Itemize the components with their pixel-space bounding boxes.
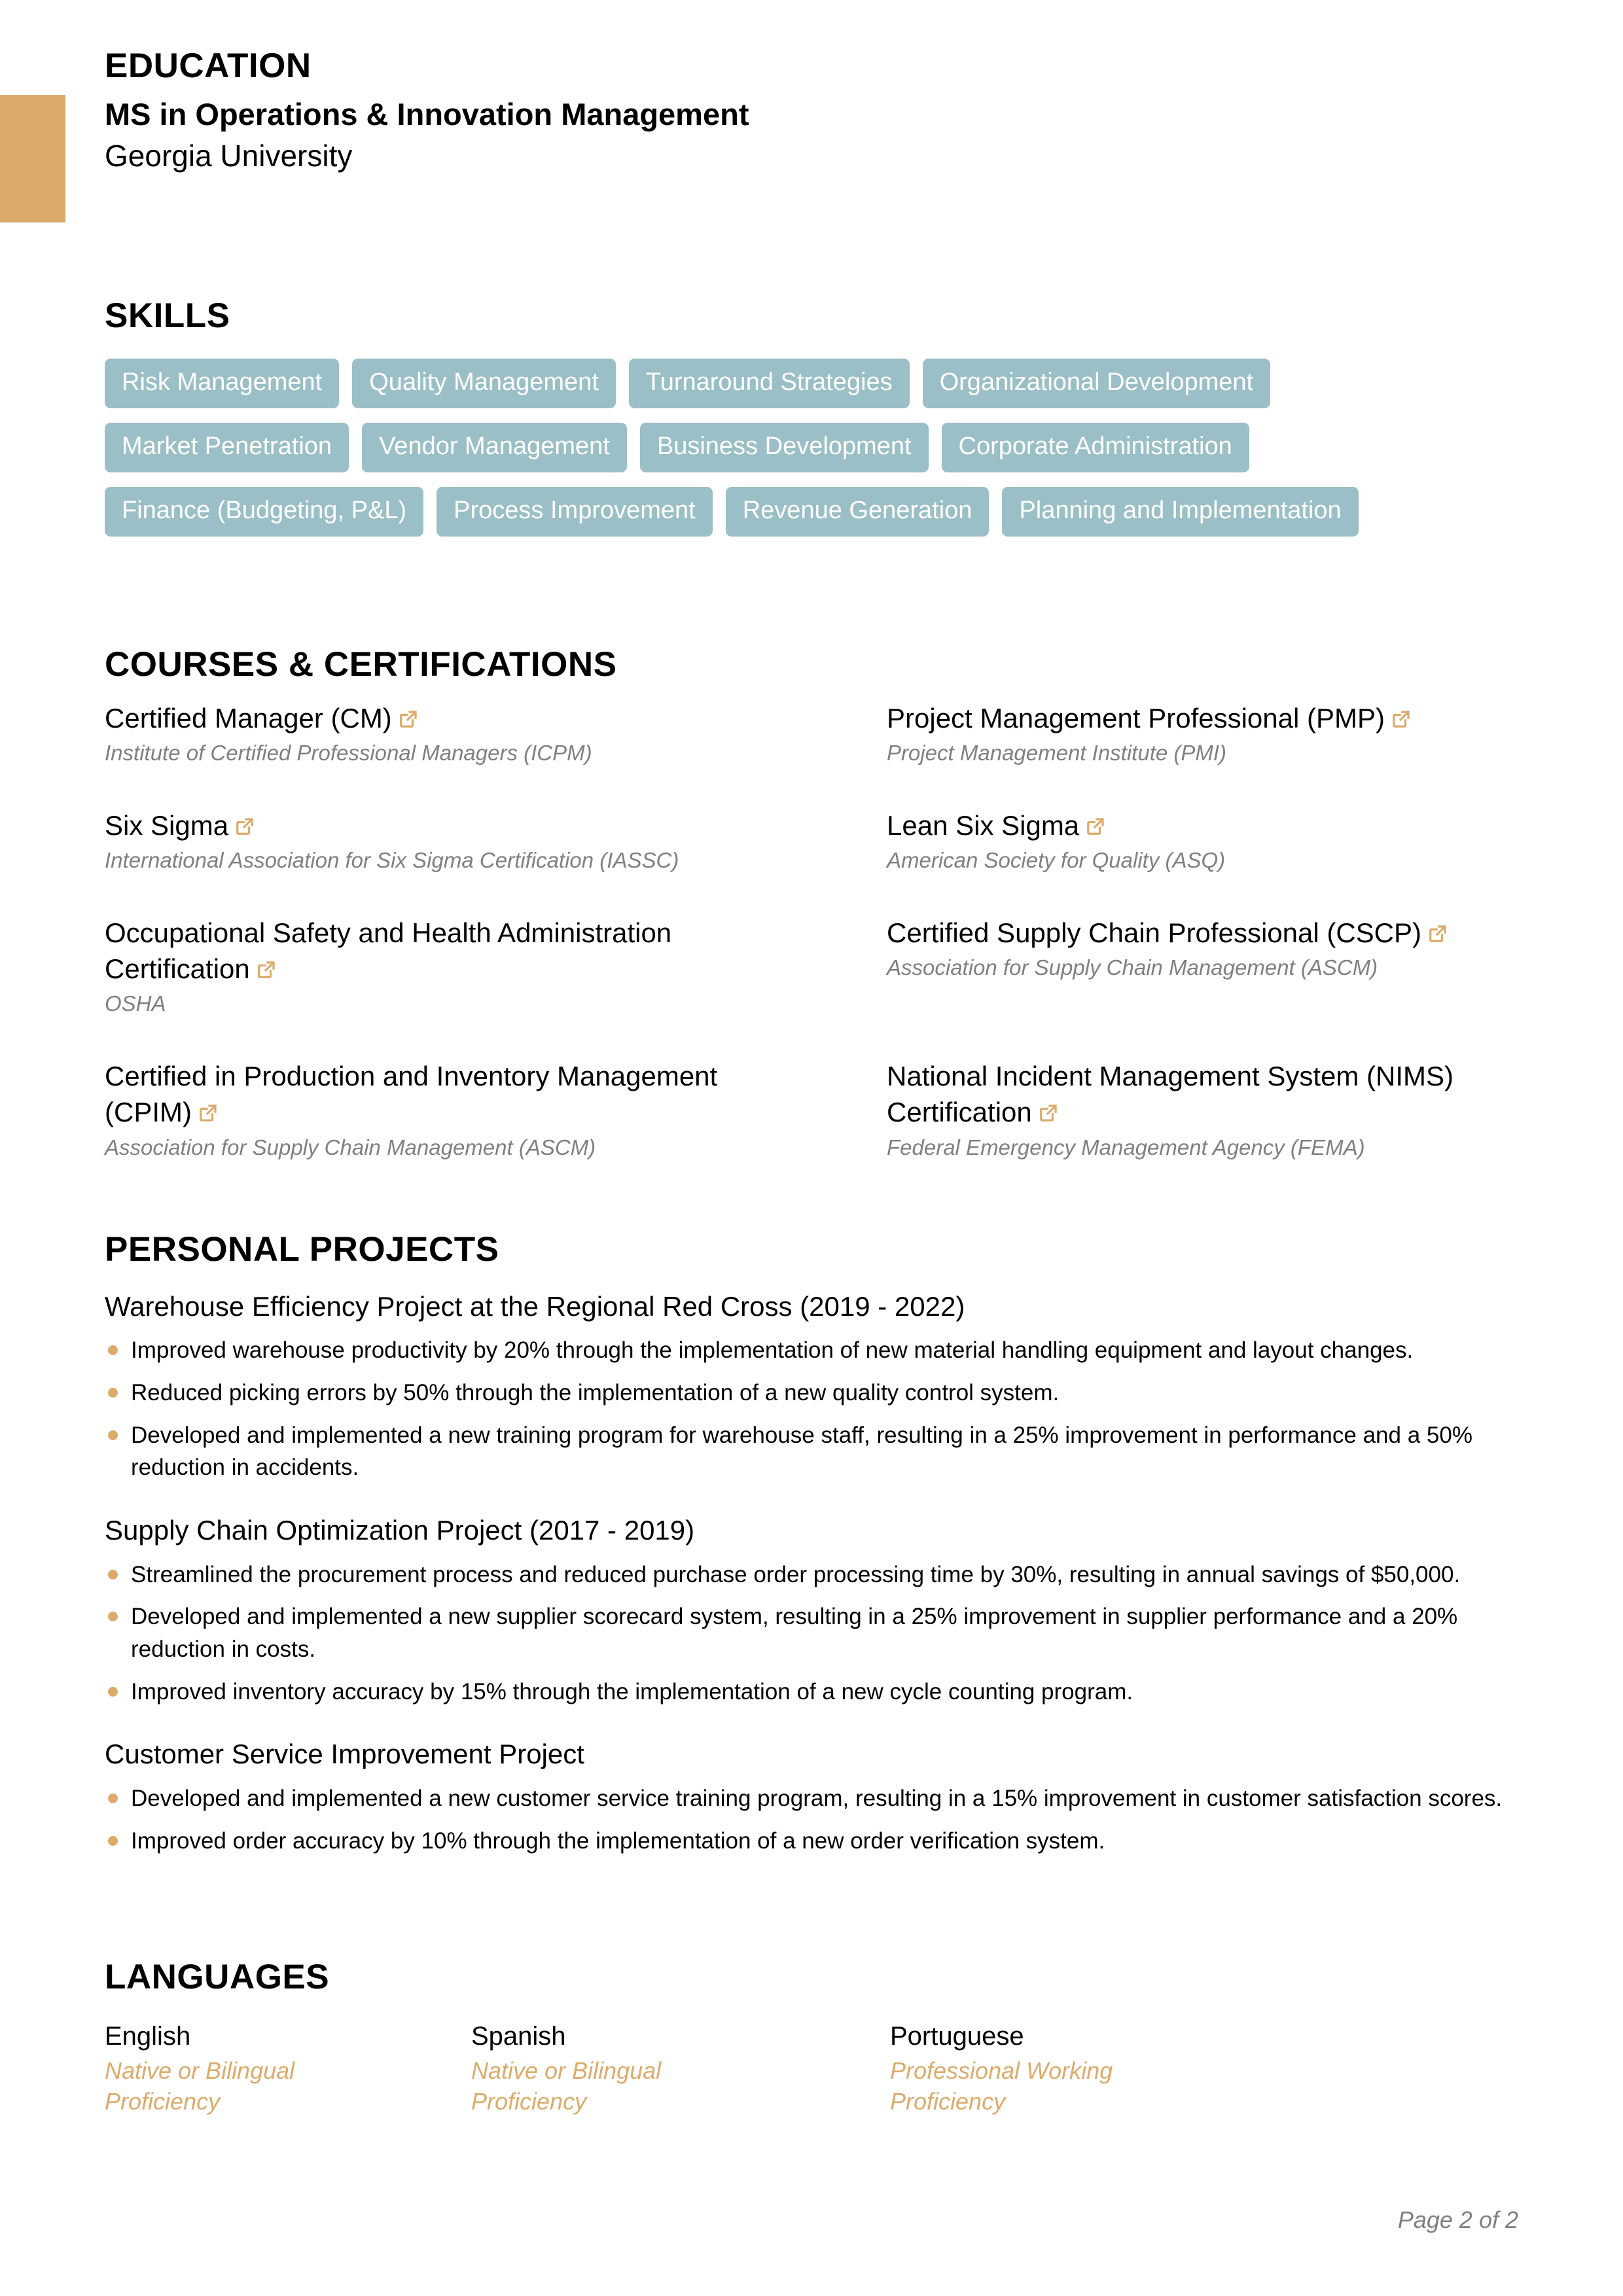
certification-issuer: Association for Supply Chain Management (ASCM) [105,1135,596,1159]
external-link-icon[interactable] [198,1103,218,1123]
skill-tag: Finance (Budgeting, P&L) [105,487,423,537]
language-proficiency: Native or Bilingual Proficiency [105,2057,295,2115]
skill-tag: Process Improvement [437,487,713,537]
certification-item [105,700,887,768]
language-proficiency: Professional Working Proficiency [890,2057,1113,2115]
certification-name: Lean Six Sigma [887,809,1080,841]
language-proficiency: Native or Bilingual Proficiency [471,2057,662,2115]
skill-tag: Organizational Development [923,359,1271,408]
project-bullet: Streamlined the procurement process and reduced purchase order processing time by 30%, resulting in annual savings of $50,000. [105,1559,1518,1591]
certification-name: Certified Supply Chain Professional (CSCP) [887,917,1422,948]
education-degree: MS in Operations & Innovation Management [105,97,749,132]
skills-section [105,176,1518,551]
certification-item [105,807,887,875]
certification-issuer: Association for Supply Chain Management (ASCM) [887,955,1378,980]
project-title: Customer Service Improvement Project [105,1739,584,1770]
certification-name: Occupational Safety and Health Administration Certification [105,917,672,985]
certification-item [887,915,1518,1019]
external-link-icon[interactable] [1391,709,1411,729]
certification-item [105,1058,887,1162]
page-number-footer: Page 2 of 2 [1397,2206,1518,2233]
certification-name-row [887,807,1518,843]
project-bullet-list [105,1334,1518,1484]
certification-issuer: Institute of Certified Professional Managers (ICPM) [105,741,592,766]
project-bullet: Reduced picking errors by 50% through the implementation of a new quality control system. [105,1377,1518,1409]
certification-name: Certified Manager (CM) [105,702,392,733]
certification-issuer: OSHA [105,991,166,1016]
project-bullet: Developed and implemented a new customer service training program, resulting in a 15% improvement in customer satisfaction scores. [105,1782,1518,1815]
language-name: English [105,2021,191,2051]
project-entry [105,1513,1518,1708]
certification-name: Six Sigma [105,809,229,841]
certification-issuer: Federal Emergency Management Agency (FEMA) [887,1135,1365,1159]
language-item [471,2019,890,2117]
certification-item [887,807,1518,875]
education-accent-bar [0,95,65,222]
certification-name-row [887,915,1518,951]
certification-name: National Incident Management System (NIMS) Certification [887,1061,1454,1128]
courses-certifications-section [105,551,1518,1162]
project-bullet: Improved order accuracy by 10% through the implementation of a new order verification system. [105,1825,1518,1858]
language-name: Portuguese [890,2021,1024,2051]
project-bullet: Improved warehouse productivity by 20% through the implementation of new material handling equipment and layout changes. [105,1334,1518,1367]
education-school: Georgia University [105,139,353,173]
certification-issuer: International Association for Six Sigma Certification (IASSC) [105,848,679,873]
external-link-icon[interactable] [1039,1103,1058,1123]
certification-item [887,1058,1518,1162]
skill-tag: Quality Management [352,359,616,408]
certification-name-row [887,1058,1518,1131]
education-section [105,0,1518,176]
skill-tag: Turnaround Strategies [629,359,910,408]
language-name: Spanish [471,2021,566,2051]
external-link-icon[interactable] [235,817,255,836]
certification-name-row [105,915,785,987]
project-title: Supply Chain Optimization Project (2017 - 2019) [105,1515,695,1546]
skills-heading: SKILLS [105,296,230,336]
external-link-icon[interactable] [257,960,276,980]
certification-name: Certified in Production and Inventory Management (CPIM) [105,1061,718,1128]
projects-heading: PERSONAL PROJECTS [105,1230,499,1269]
language-item [105,2019,471,2117]
certification-name-row [105,807,785,843]
project-bullet: Developed and implemented a new training program for warehouse staff, resulting in a 25% improvement in performance and a 50% reduction in accidents. [105,1419,1518,1484]
external-link-icon[interactable] [1086,817,1105,836]
skill-tag: Vendor Management [362,423,627,472]
certification-name: Project Management Professional (PMP) [887,702,1385,733]
certification-issuer: American Society for Quality (ASQ) [887,848,1226,873]
personal-projects-section [105,1162,1518,1857]
languages-heading: LANGUAGES [105,1958,330,1997]
project-bullet-list [105,1559,1518,1708]
skill-tag: Business Development [640,423,929,472]
certification-name-row [887,700,1518,736]
courses-heading: COURSES & CERTIFICATIONS [105,645,617,684]
certification-name-row [105,700,785,736]
education-heading: EDUCATION [105,46,312,85]
project-bullet: Developed and implemented a new supplier scorecard system, resulting in a 25% improvement in supplier performance and a 20% reduction in costs. [105,1600,1518,1665]
certification-item [105,915,887,1019]
skill-tag: Revenue Generation [726,487,990,537]
project-bullet: Improved inventory accuracy by 15% through the implementation of a new cycle counting program. [105,1676,1518,1708]
external-link-icon[interactable] [399,709,418,729]
languages-grid [105,2019,1518,2117]
project-entry [105,1737,1518,1857]
project-title: Warehouse Efficiency Project at the Regional Red Cross (2019 - 2022) [105,1290,965,1322]
external-link-icon[interactable] [1428,924,1448,944]
certification-name-row [105,1058,785,1131]
skill-tag: Planning and Implementation [1002,487,1358,537]
language-item [890,2019,1518,2117]
project-entry [105,1289,1518,1484]
skill-tag: Market Penetration [105,423,349,472]
skill-tag: Risk Management [105,359,339,408]
certifications-grid [105,700,1518,1163]
skill-tag: Corporate Administration [942,423,1249,472]
skills-tag-list [105,359,1518,551]
project-bullet-list [105,1782,1518,1857]
languages-section [105,1857,1518,2117]
certification-item [887,700,1518,768]
certification-issuer: Project Management Institute (PMI) [887,741,1227,766]
